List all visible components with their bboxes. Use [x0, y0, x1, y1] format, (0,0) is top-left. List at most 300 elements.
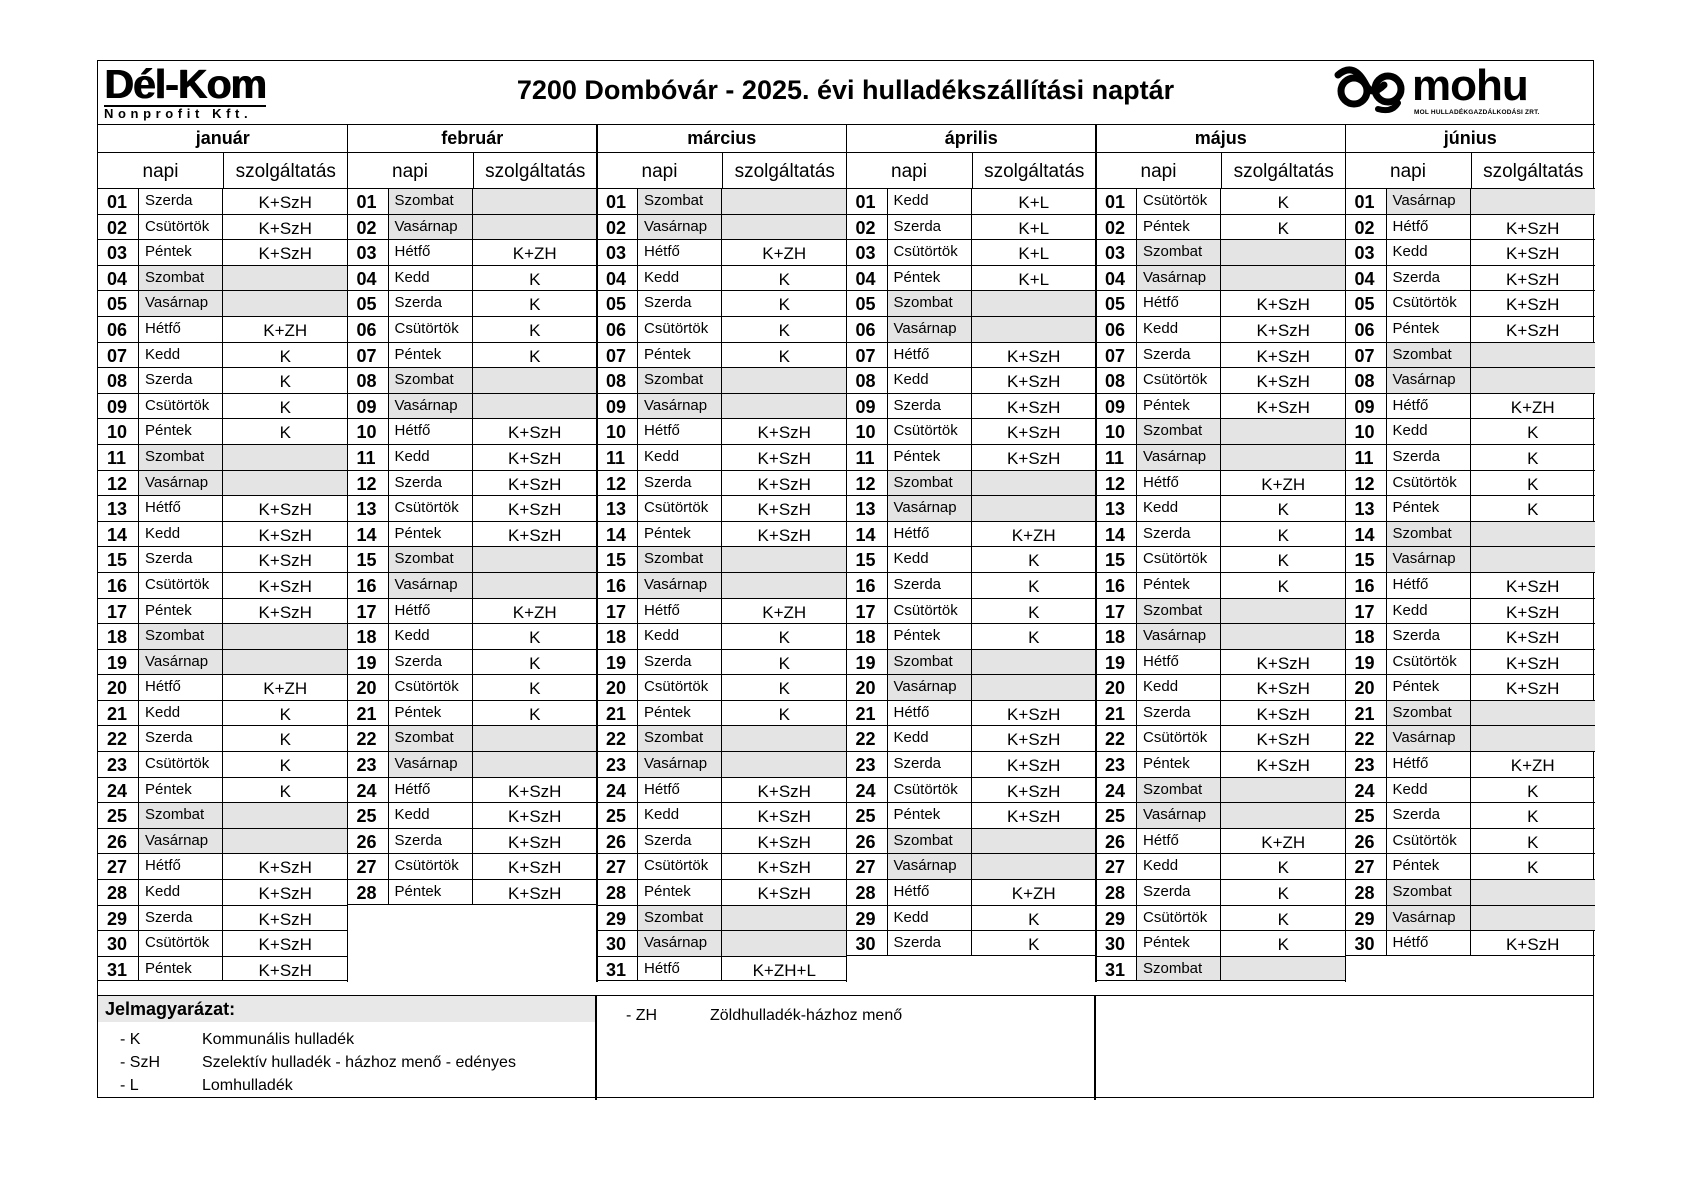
day-row [348, 444, 598, 470]
legend-divider [595, 996, 597, 1100]
day-number: 23 [348, 752, 389, 777]
day-number: 09 [597, 394, 638, 419]
day-number: 14 [98, 522, 139, 547]
day-number: 11 [1346, 445, 1387, 470]
day-number: 21 [1346, 701, 1387, 726]
weekday-name: Vasárnap [389, 215, 473, 240]
service-code: K+SzH [757, 448, 811, 468]
day-row [98, 572, 348, 598]
day-number: 25 [1096, 803, 1137, 828]
service-code [1471, 880, 1596, 905]
day-row [1346, 214, 1596, 240]
day-row [98, 418, 348, 444]
day-number: 08 [847, 368, 888, 393]
day-row [1096, 342, 1346, 368]
service-code: K+SzH [258, 244, 312, 264]
column-headers [348, 153, 598, 188]
day-number: 02 [597, 215, 638, 240]
day-row [98, 828, 348, 854]
day-row [597, 188, 847, 214]
day-row [1096, 725, 1346, 751]
service-code: K [1277, 193, 1289, 212]
day-row [847, 316, 1097, 342]
day-number: 26 [1096, 829, 1137, 854]
weekday-name: Péntek [888, 624, 972, 649]
service-code: K+L [1018, 244, 1050, 264]
weekday-name: Hétfő [888, 343, 972, 368]
day-row [348, 751, 598, 777]
day-number: 28 [98, 880, 139, 905]
legend-desc: Zöldhulladék-házhoz menő [710, 1007, 903, 1024]
day-number: 26 [847, 829, 888, 854]
day-number: 07 [847, 343, 888, 368]
weekday-name: Vasárnap [1137, 266, 1221, 291]
weekday-name: Szombat [1387, 880, 1471, 905]
service-code: K+SzH [1256, 372, 1310, 392]
month-name: április [847, 124, 1097, 153]
service-code: K+SzH [757, 474, 811, 494]
service-code [722, 189, 847, 214]
day-number: 11 [847, 445, 888, 470]
service-code [223, 471, 348, 496]
weekday-name: Vasárnap [139, 650, 223, 675]
service-code: K+SzH [1506, 295, 1560, 315]
weekday-name: Csütörtök [1137, 368, 1221, 393]
day-number: 18 [98, 624, 139, 649]
day-number: 02 [847, 215, 888, 240]
day-number: 01 [1096, 189, 1137, 214]
service-code: K+SzH [258, 884, 312, 904]
day-number: 07 [1096, 343, 1137, 368]
day-row [98, 214, 348, 240]
weekday-name: Vasárnap [1387, 368, 1471, 393]
service-code: K+ZH [1261, 474, 1306, 494]
weekday-name: Péntek [888, 445, 972, 470]
day-number: 27 [1096, 854, 1137, 879]
service-code: K [1277, 909, 1289, 929]
column-header-napi: napi [392, 161, 428, 182]
day-number: 05 [1096, 291, 1137, 316]
weekday-name: Vasárnap [1137, 624, 1221, 649]
day-number: 24 [1346, 778, 1387, 803]
day-number: 12 [98, 471, 139, 496]
weekday-name: Péntek [638, 522, 722, 547]
day-number: 29 [847, 906, 888, 931]
day-number: 14 [348, 522, 389, 547]
column-headers [98, 153, 348, 188]
weekday-name: Péntek [389, 701, 473, 726]
weekday-name: Szombat [888, 829, 972, 854]
service-code: K+SzH [1256, 730, 1310, 750]
day-row [847, 470, 1097, 496]
service-code: K [778, 269, 790, 289]
weekday-name: Szerda [389, 650, 473, 675]
weekday-name: Hétfő [139, 317, 223, 342]
day-number: 25 [348, 803, 389, 828]
day-number: 02 [1096, 215, 1137, 240]
service-code: K+SzH [508, 807, 562, 827]
day-row [597, 751, 847, 777]
day-row [597, 214, 847, 240]
service-code [972, 854, 1097, 879]
service-code [1221, 778, 1346, 803]
weekday-name: Hétfő [638, 957, 722, 981]
day-row [98, 495, 348, 521]
weekday-name: Kedd [1387, 778, 1471, 803]
column-header-szolgaltatas: szolgáltatás [972, 153, 1097, 188]
service-code: K+SzH [1506, 935, 1560, 955]
day-row [348, 393, 598, 419]
month-column [348, 124, 598, 1042]
service-code: K [1527, 448, 1539, 468]
weekday-name: Szombat [638, 189, 722, 214]
day-row [1096, 751, 1346, 777]
day-row [1096, 956, 1346, 982]
weekday-name: Csütörtök [638, 675, 722, 700]
service-code: K+SzH [757, 807, 811, 827]
column-headers [1346, 153, 1596, 188]
weekday-name: Csütörtök [888, 599, 972, 624]
day-number: 10 [1096, 419, 1137, 444]
day-row [1096, 623, 1346, 649]
day-row [597, 418, 847, 444]
service-code: K+SzH [757, 832, 811, 852]
weekday-name: Péntek [139, 419, 223, 444]
legend-desc: Lomhulladék [202, 1077, 293, 1094]
service-code: K+SzH [757, 423, 811, 443]
day-row [1096, 905, 1346, 931]
day-number: 15 [1346, 547, 1387, 572]
day-row [348, 802, 598, 828]
day-row [1096, 265, 1346, 291]
service-code [223, 624, 348, 649]
day-row [1346, 777, 1596, 803]
month-name: május [1096, 124, 1346, 153]
weekday-name: Vasárnap [389, 573, 473, 598]
day-row [98, 853, 348, 879]
weekday-name: Csütörtök [139, 931, 223, 956]
weekday-name: Szerda [139, 368, 223, 393]
day-number: 24 [847, 778, 888, 803]
day-number: 16 [1346, 573, 1387, 598]
day-row [1096, 777, 1346, 803]
day-row [847, 700, 1097, 726]
weekday-name: Kedd [1387, 419, 1471, 444]
service-code: K+SzH [508, 781, 562, 801]
day-number: 18 [1096, 624, 1137, 649]
weekday-name: Hétfő [1387, 394, 1471, 419]
day-number: 26 [348, 829, 389, 854]
day-row [1096, 598, 1346, 624]
day-number: 06 [348, 317, 389, 342]
service-code [1471, 343, 1596, 368]
day-number: 19 [1346, 650, 1387, 675]
day-number: 13 [1346, 496, 1387, 521]
weekday-name: Csütörtök [139, 394, 223, 419]
day-row [1096, 879, 1346, 905]
service-code [473, 547, 598, 572]
weekday-name: Hétfő [888, 522, 972, 547]
weekday-name: Csütörtök [1387, 650, 1471, 675]
column-headers [1096, 153, 1346, 188]
day-row [348, 725, 598, 751]
day-row [1346, 367, 1596, 393]
day-row [1346, 853, 1596, 879]
service-code: K+SzH [508, 858, 562, 878]
weekday-name: Hétfő [1387, 752, 1471, 777]
day-number: 04 [1346, 266, 1387, 291]
day-row [847, 777, 1097, 803]
day-row [98, 188, 348, 214]
day-number: 18 [348, 624, 389, 649]
service-code: K+SzH [1256, 704, 1310, 724]
service-code [722, 752, 847, 777]
day-number: 28 [1346, 880, 1387, 905]
service-code [972, 675, 1097, 700]
calendar-sheet [97, 60, 1594, 1098]
service-code: K+ZH [1510, 397, 1555, 417]
day-row [597, 802, 847, 828]
weekday-name: Vasárnap [139, 291, 223, 316]
weekday-name: Péntek [139, 778, 223, 803]
day-row [1346, 623, 1596, 649]
weekday-name: Kedd [888, 368, 972, 393]
weekday-name: Szombat [139, 445, 223, 470]
day-row [98, 802, 348, 828]
service-code: K+SzH [258, 909, 312, 929]
weekday-name: Hétfő [638, 419, 722, 444]
day-number: 25 [98, 803, 139, 828]
weekday-name: Kedd [888, 726, 972, 751]
day-number: 16 [597, 573, 638, 598]
service-code: K+SzH [1256, 756, 1310, 776]
day-row [597, 572, 847, 598]
service-code: K [1028, 628, 1040, 648]
day-number: 20 [348, 675, 389, 700]
month-divider [1095, 124, 1097, 982]
day-row [1346, 751, 1596, 777]
weekday-name: Csütörtök [1137, 547, 1221, 572]
day-row [597, 598, 847, 624]
day-number: 03 [847, 240, 888, 265]
day-row [348, 521, 598, 547]
day-row [597, 290, 847, 316]
day-number: 28 [348, 880, 389, 904]
day-row [597, 623, 847, 649]
weekday-name: Szombat [638, 547, 722, 572]
day-number: 10 [1346, 419, 1387, 444]
day-number: 11 [597, 445, 638, 470]
day-row [98, 725, 348, 751]
service-code: K [1527, 858, 1539, 878]
service-code: K+SzH [1506, 602, 1560, 622]
month-divider [846, 124, 848, 982]
day-row [597, 956, 847, 982]
weekday-name: Hétfő [389, 778, 473, 803]
service-code: K [279, 423, 291, 443]
weekday-name: Csütörtök [139, 573, 223, 598]
weekday-name: Kedd [389, 445, 473, 470]
service-code: K [1527, 474, 1539, 494]
day-row [847, 674, 1097, 700]
service-code [473, 215, 598, 240]
service-code: K [529, 295, 541, 315]
day-row [1096, 316, 1346, 342]
weekday-name: Hétfő [888, 701, 972, 726]
service-code: K+SzH [1506, 628, 1560, 648]
service-code [223, 650, 348, 675]
weekday-name: Szombat [638, 726, 722, 751]
day-row [348, 598, 598, 624]
service-code: K+SzH [1007, 423, 1061, 443]
service-code: K+ZH [1011, 884, 1056, 904]
weekday-name: Szerda [888, 394, 972, 419]
day-row [847, 418, 1097, 444]
service-code: K+SzH [757, 884, 811, 904]
day-row [597, 905, 847, 931]
weekday-name: Szombat [1137, 419, 1221, 444]
service-code: K+SzH [1007, 397, 1061, 417]
weekday-name: Vasárnap [638, 752, 722, 777]
service-code: K+SzH [1256, 397, 1310, 417]
service-code: K [529, 628, 541, 648]
legend-item-zh [626, 1006, 1026, 1026]
day-row [1346, 290, 1596, 316]
day-row [847, 905, 1097, 931]
day-number: 08 [98, 368, 139, 393]
weekday-name: Kedd [888, 547, 972, 572]
day-number: 17 [597, 599, 638, 624]
weekday-name: Szombat [139, 266, 223, 291]
service-code: K [279, 781, 291, 801]
service-code: K [529, 269, 541, 289]
weekday-name: Péntek [638, 701, 722, 726]
day-row [1096, 828, 1346, 854]
service-code [1221, 957, 1346, 981]
weekday-name: Péntek [1387, 496, 1471, 521]
service-code [473, 726, 598, 751]
day-number: 12 [348, 471, 389, 496]
day-row [1346, 470, 1596, 496]
weekday-name: Kedd [888, 906, 972, 931]
service-code: K+SzH [258, 576, 312, 596]
day-row [1096, 853, 1346, 879]
legend [98, 995, 1593, 1099]
day-row [1346, 930, 1596, 956]
day-row [1346, 418, 1596, 444]
legend-code: - SzH [120, 1054, 160, 1071]
mohu-symbol-icon [1332, 65, 1412, 115]
day-number: 10 [98, 419, 139, 444]
weekday-name: Kedd [638, 266, 722, 291]
service-code [722, 394, 847, 419]
day-number: 19 [1096, 650, 1137, 675]
weekday-name: Vasárnap [638, 215, 722, 240]
day-row [1346, 444, 1596, 470]
day-row [348, 700, 598, 726]
header [98, 61, 1593, 124]
weekday-name: Szerda [1387, 266, 1471, 291]
service-code: K+SzH [258, 858, 312, 878]
day-row [597, 853, 847, 879]
day-number: 15 [348, 547, 389, 572]
weekday-name: Szombat [888, 650, 972, 675]
day-row [348, 367, 598, 393]
day-number: 05 [847, 291, 888, 316]
delkom-logo-subtitle: Nonprofit Kft. [104, 105, 266, 121]
day-row [98, 265, 348, 291]
weekday-name: Szombat [389, 726, 473, 751]
day-row [98, 521, 348, 547]
column-header-napi: napi [891, 161, 927, 182]
day-number: 25 [847, 803, 888, 828]
day-number: 06 [847, 317, 888, 342]
service-code: K+SzH [508, 500, 562, 520]
month-column [1346, 124, 1596, 1042]
day-row [847, 751, 1097, 777]
day-row [847, 623, 1097, 649]
day-row [847, 495, 1097, 521]
column-header-szolgaltatas: szolgáltatás [1471, 153, 1596, 188]
weekday-name: Hétfő [389, 419, 473, 444]
day-number: 01 [847, 189, 888, 214]
service-code: K+SzH [258, 551, 312, 571]
service-code [1221, 599, 1346, 624]
service-code [1221, 445, 1346, 470]
day-row [1096, 700, 1346, 726]
day-row [98, 879, 348, 905]
weekday-name: Hétfő [1137, 471, 1221, 496]
day-number: 20 [1096, 675, 1137, 700]
weekday-name: Csütörtök [139, 215, 223, 240]
weekday-name: Csütörtök [1137, 189, 1221, 214]
weekday-name: Szombat [1387, 701, 1471, 726]
day-row [1096, 470, 1346, 496]
service-code: K+SzH [1256, 346, 1310, 366]
legend-divider [1094, 996, 1096, 1100]
weekday-name: Vasárnap [1137, 803, 1221, 828]
day-number: 12 [1096, 471, 1137, 496]
day-row [98, 905, 348, 931]
day-number: 27 [847, 854, 888, 879]
service-code: K [778, 628, 790, 648]
month-divider [596, 124, 598, 982]
day-row [348, 879, 598, 905]
day-row [597, 393, 847, 419]
weekday-name: Szombat [1387, 522, 1471, 547]
weekday-name: Szerda [638, 829, 722, 854]
weekday-name: Kedd [139, 522, 223, 547]
month-column [1096, 124, 1346, 1042]
day-number: 29 [1346, 906, 1387, 931]
weekday-name: Szerda [389, 471, 473, 496]
weekday-name: Vasárnap [389, 752, 473, 777]
service-code: K+SzH [1007, 781, 1061, 801]
service-code [972, 471, 1097, 496]
day-row [847, 546, 1097, 572]
weekday-name: Szerda [389, 829, 473, 854]
service-code: K [778, 320, 790, 340]
day-row [1346, 598, 1596, 624]
day-number: 14 [1096, 522, 1137, 547]
weekday-name: Szerda [1137, 880, 1221, 905]
weekday-name: Vasárnap [139, 829, 223, 854]
weekday-name: Péntek [1387, 675, 1471, 700]
weekday-name: Szerda [1137, 701, 1221, 726]
service-code: K [778, 346, 790, 366]
day-row [847, 188, 1097, 214]
service-code [473, 189, 598, 214]
